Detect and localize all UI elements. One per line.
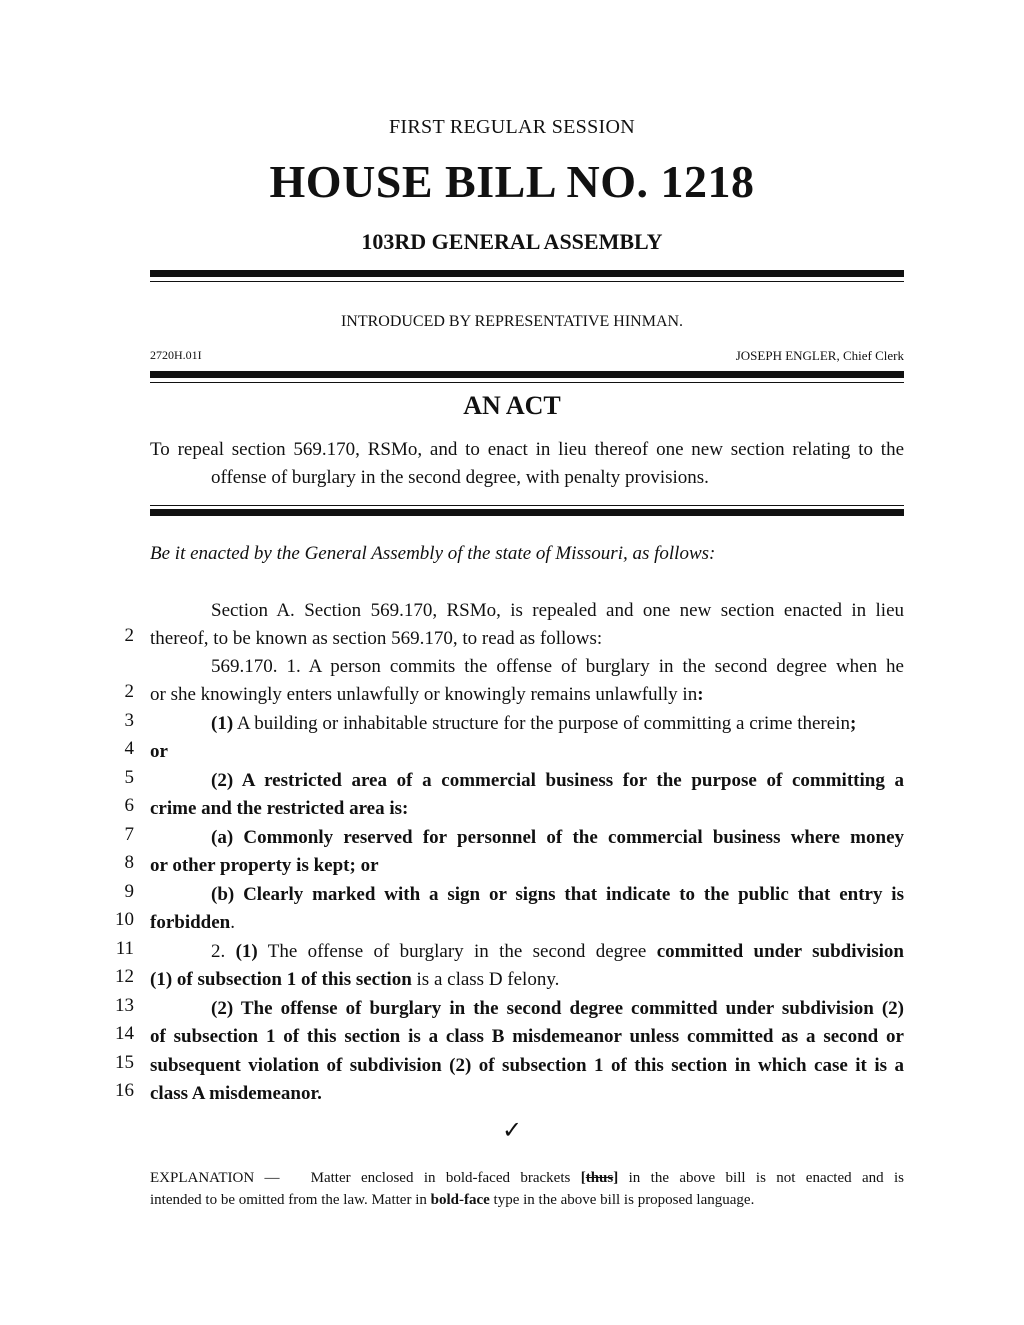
- session-label: FIRST REGULAR SESSION: [389, 116, 635, 138]
- line-text: 2.: [211, 941, 226, 962]
- subsection-1-line-5: (2) A restricted area of a commercial business for the purpose of committing a: [211, 770, 904, 791]
- bold-text: :: [697, 684, 704, 705]
- title-rule-thick: [150, 509, 904, 516]
- line-text: The offense of burglary in the second degree: [267, 941, 647, 962]
- line-text: type in the above bill is proposed language.: [493, 1192, 755, 1208]
- line-number: 5: [124, 767, 134, 788]
- act-title-line-1: To repeal section 569.170, RSMo, and to enact in lieu thereof one new section relating to the: [150, 439, 904, 460]
- line-number: 7: [124, 824, 134, 845]
- subsection-1-line-10: [150, 909, 904, 937]
- act-title-line-2: offense of burglary in the second degree, with penalty provisions.: [211, 467, 709, 488]
- introduced-by: INTRODUCED BY REPRESENTATIVE HINMAN.: [340, 313, 684, 330]
- line-number: 10: [115, 909, 134, 930]
- bold-text: [: [580, 1170, 586, 1186]
- subsection-2-line-3: (2) The offense of burglary in the second degree committed under subdivision (2): [211, 998, 904, 1019]
- subsection-2-line-1: [150, 938, 904, 966]
- line-number: 4: [124, 738, 134, 759]
- line-number: 3: [124, 710, 134, 731]
- line-number: 13: [115, 995, 134, 1016]
- line-number: 6: [124, 795, 134, 816]
- bold-text: (1): [211, 713, 234, 734]
- subsection-1-line-8: or other property is kept; or: [150, 855, 379, 876]
- bold-text: (1) of subsection 1 of this section: [150, 969, 412, 990]
- section-a-line-2: thereof, to be known as section 569.170, to read as follows:: [150, 628, 603, 649]
- enacting-clause: Be it enacted by the General Assembly of the state of Missouri, as follows:: [150, 543, 716, 564]
- bold-text: bold-face: [430, 1192, 490, 1208]
- bold-text: forbidden: [150, 912, 231, 933]
- act-heading: AN ACT: [463, 391, 561, 420]
- bold-text: (1): [235, 941, 258, 962]
- line-number: 16: [115, 1080, 134, 1101]
- subsection-2-line-4: of subsection 1 of this section is a class B misdemeanor unless committed as a second or: [150, 1026, 904, 1047]
- subsection-2-line-5: subsequent violation of subdivision (2) of subsection 1 of this section in which case it is a: [150, 1055, 904, 1076]
- subsection-2-line-2: [150, 966, 904, 994]
- line-text: in the above bill is not enacted and is: [628, 1170, 905, 1186]
- explanation-line-1: [150, 1167, 904, 1189]
- act-title: [150, 436, 904, 492]
- line-number: 14: [115, 1023, 134, 1044]
- header-rule-thin: [150, 281, 904, 282]
- section-a-line-1: Section A. Section 569.170, RSMo, is repealed and one new section enacted in lieu: [211, 600, 904, 621]
- line-number: 2: [124, 625, 134, 646]
- assembly-label: 103RD GENERAL ASSEMBLY: [361, 229, 663, 254]
- intro-rule-thin: [150, 382, 904, 383]
- bill-number: HOUSE BILL NO. 1218: [269, 156, 755, 207]
- line-text: .: [230, 912, 235, 933]
- struck-text: thus: [585, 1170, 614, 1186]
- line-number: 12: [115, 966, 134, 987]
- line-number: 11: [115, 938, 134, 959]
- line-text: intended to be omitted from the law. Matter in: [150, 1192, 427, 1208]
- chief-clerk: JOSEPH ENGLER, Chief Clerk: [735, 348, 904, 363]
- subsection-1-line-1: 569.170. 1. A person commits the offense of burglary in the second degree when he: [211, 656, 904, 677]
- explanation-label: EXPLANATION —: [150, 1170, 280, 1186]
- intro-rule-thick: [150, 371, 904, 378]
- line-text: or she knowingly enters unlawfully or knowingly remains unlawfully in: [150, 684, 698, 705]
- subsection-1-line-7: (a) Commonly reserved for personnel of the commercial business where money: [211, 827, 904, 848]
- header-rule-thick: [150, 270, 904, 277]
- subsection-2-line-6: class A misdemeanor.: [150, 1083, 322, 1104]
- title-rule-thin: [150, 505, 904, 506]
- line-number: 2: [124, 681, 134, 702]
- subsection-1-line-6: crime and the restricted area is:: [150, 798, 409, 819]
- subsection-1-line-2: [150, 681, 904, 709]
- explanation-line-2: [150, 1189, 904, 1211]
- bold-text: ]: [613, 1170, 619, 1186]
- line-number: 9: [124, 881, 134, 902]
- line-text: is a class D felony.: [416, 969, 560, 990]
- bold-text: committed under subdivision: [656, 941, 904, 962]
- line-number: 15: [115, 1052, 134, 1073]
- subsection-1-line-4: or: [150, 741, 168, 762]
- line-text: Matter enclosed in bold-faced brackets: [310, 1170, 571, 1186]
- bold-text: ;: [849, 713, 857, 734]
- explanation-note: [150, 1167, 904, 1211]
- subsection-1-line-9: (b) Clearly marked with a sign or signs that indicate to the public that entry is: [211, 884, 904, 905]
- line-text: A building or inhabitable structure for the purpose of committing a crime therein: [236, 713, 850, 734]
- subsection-1-line-3: [150, 710, 904, 738]
- line-number: 8: [124, 852, 134, 873]
- document-code: 2720H.01I: [150, 348, 202, 362]
- checkmark-icon: ✓: [501, 1118, 523, 1144]
